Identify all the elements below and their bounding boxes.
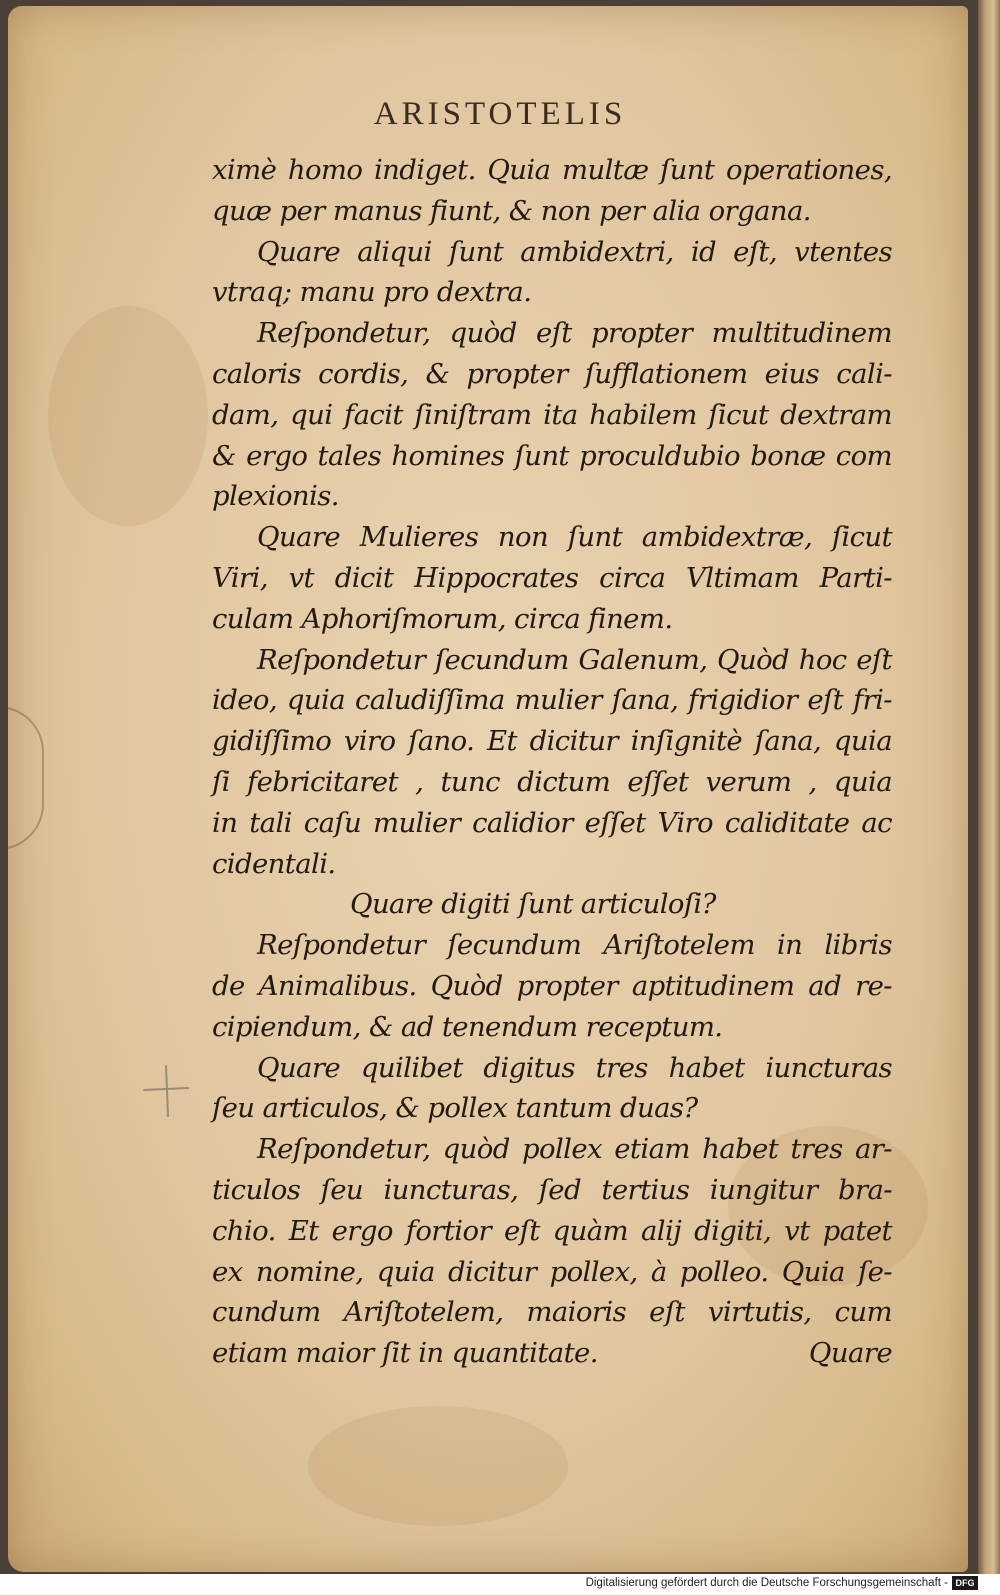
text-line: chio. Et ergo fortior eſt quàm alij digiti, vt patet — [212, 1214, 892, 1247]
text-line: cidentali. — [212, 847, 336, 880]
paper-stain — [48, 306, 208, 526]
binding-tab-mark — [0, 706, 44, 850]
text-line-answer: Reſpondetur ſecundum Ariſtotelem in libris — [257, 929, 892, 962]
catchword: Quare — [808, 1337, 892, 1370]
text-line: plexionis. — [212, 480, 339, 513]
text-line-answer: Reſpondetur, quòd pollex etiam habet tres ar- — [257, 1133, 892, 1166]
text-line-question: Quare quilibet digitus tres habet iuncturas — [257, 1051, 892, 1084]
text-line: ſi febricitaret , tunc dictum eſſet verum , quia — [212, 765, 892, 798]
text-line: ximè homo indiget. Quia multæ ſunt operationes, — [212, 154, 892, 186]
text-line: & ergo tales homines ſunt proculdubio bonæ com — [212, 439, 892, 472]
text-line-answer: Reſpondetur ſecundum Galenum, Quòd hoc eſt — [257, 643, 892, 676]
text-line: gidiſſimo viro ſano. Et dicitur inſignitè ſana, quia — [212, 725, 892, 758]
text-line: vtraq; manu pro dextra. — [212, 276, 532, 309]
text-line: Viri, vt dicit Hippocrates circa Vltimam Parti- — [212, 561, 892, 594]
text-line-last — [212, 1333, 892, 1374]
text-line: cundum Ariſtotelem, maioris eſt virtutis, cum — [212, 1296, 892, 1329]
next-page-edge — [978, 0, 1000, 1574]
text-line: de Animalibus. Quòd propter aptitudinem ad re- — [212, 969, 892, 1002]
dfg-logo: DFG — [952, 1576, 978, 1590]
text-line: culam Aphoriſmorum, circa finem. — [212, 602, 673, 635]
text-line: caloris cordis, & propter ſufflationem eius cali- — [212, 357, 892, 390]
text-line: ticulos ſeu iuncturas, ſed tertius iungitur bra- — [212, 1173, 892, 1206]
text-line: quæ per manus fiunt, & non per alia organa. — [212, 194, 811, 227]
text-line: in tali caſu mulier calidior eſſet Viro caliditate ac — [212, 806, 892, 839]
text-line-question: Quare digiti ſunt articuloſi? — [350, 888, 716, 921]
text-line: cipiendum, & ad tenendum receptum. — [212, 1010, 723, 1043]
text-line-question: Quare aliqui ſunt ambidextri, id eſt, vtentes — [257, 235, 892, 268]
text-line-question: Quare Mulieres non ſunt ambidextræ, ſicut — [257, 521, 892, 554]
text-line: ex nomine, quia dicitur pollex, à polleo. Quia ſe- — [212, 1255, 892, 1288]
text-line: ſeu articulos, & pollex tantum duas? — [212, 1092, 698, 1125]
page-body-text — [212, 150, 892, 1374]
text-line: ideo, quia caludiſſima mulier ſana, frigidior eſt fri- — [212, 684, 892, 717]
digitization-credit: Digitalisierung gefördert durch die Deutsche Forschungsgemeinschaft - — [585, 1577, 948, 1589]
text-line: dam, qui facit ſiniſtram ita habilem ſicut dextram — [212, 398, 892, 431]
margin-cross-mark — [140, 1062, 192, 1120]
running-header: ARISTOTELIS — [373, 96, 627, 132]
paper-stain — [308, 1406, 568, 1526]
text-line-answer: Reſpondetur, quòd eſt propter multitudinem — [257, 317, 892, 350]
text-line: etiam maior ſit in quantitate. — [212, 1337, 598, 1370]
